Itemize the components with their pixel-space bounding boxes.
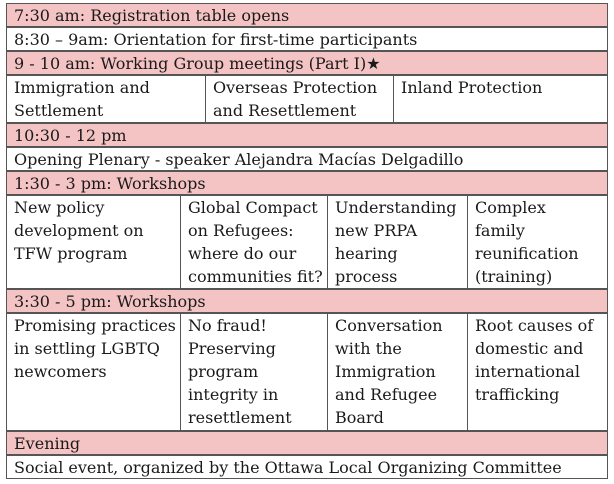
workshop-title: Conversation with the Immigration and Refugee Board <box>335 316 443 427</box>
plenary-row <box>6 147 608 171</box>
workshop-cell <box>467 196 607 288</box>
workshops-2-row <box>6 313 608 431</box>
workshop-cell <box>327 314 467 430</box>
workshop-cell <box>467 314 607 430</box>
workshop-title: Understanding new PRPA hearing process <box>335 198 457 286</box>
workshops-1-header <box>6 171 608 195</box>
workshop-title: No fraud! Preserving program integrity in resettlement <box>188 316 292 427</box>
plenary-time: 10:30 - 12 pm <box>14 126 127 145</box>
workshops-2-title: 3:30 - 5 pm: Workshops <box>14 292 206 311</box>
workshops-1-title: 1:30 - 3 pm: Workshops <box>14 174 206 193</box>
workshop-title: New policy development on TFW program <box>14 198 144 263</box>
workshop-title: Complex family reunification (training) <box>475 198 579 286</box>
evening-header <box>6 431 608 455</box>
workshops-2-header <box>6 289 608 313</box>
working-group-title: 9 - 10 am: Working Group meetings (Part I)★ <box>14 54 381 73</box>
orientation-text: 8:30 – 9am: Orientation for first-time participants <box>14 30 418 49</box>
orientation-row <box>6 27 608 51</box>
working-group-label: Immigration and Settlement <box>14 78 150 120</box>
plenary-header <box>6 123 608 147</box>
registration-row <box>6 3 608 27</box>
working-group-header <box>6 51 608 75</box>
workshop-title: Promising practices in settling LGBTQ newcomers <box>14 316 176 381</box>
plenary-text: Opening Plenary - speaker Alejandra Macías Delgadillo <box>14 150 464 169</box>
workshop-title: Root causes of domestic and international trafficking <box>475 316 594 404</box>
workshop-cell <box>180 314 327 430</box>
working-group-cell <box>7 76 205 122</box>
schedule-table <box>6 3 608 478</box>
workshop-title: Global Compact on Refugees: where do our communities fit? <box>188 198 323 286</box>
working-group-cell <box>393 76 607 122</box>
working-group-label: Inland Protection <box>401 78 543 97</box>
workshop-cell <box>7 196 180 288</box>
evening-row <box>6 455 608 479</box>
workshop-cell <box>327 196 467 288</box>
workshops-1-row <box>6 195 608 289</box>
working-group-row <box>6 75 608 123</box>
evening-title: Evening <box>14 434 81 453</box>
registration-text: 7:30 am: Registration table opens <box>14 6 290 25</box>
working-group-label: Overseas Protection and Resettlement <box>213 78 378 120</box>
workshop-cell <box>180 196 327 288</box>
working-group-cell <box>205 76 393 122</box>
evening-text: Social event, organized by the Ottawa Local Organizing Committee <box>14 458 562 477</box>
workshop-cell <box>7 314 180 430</box>
